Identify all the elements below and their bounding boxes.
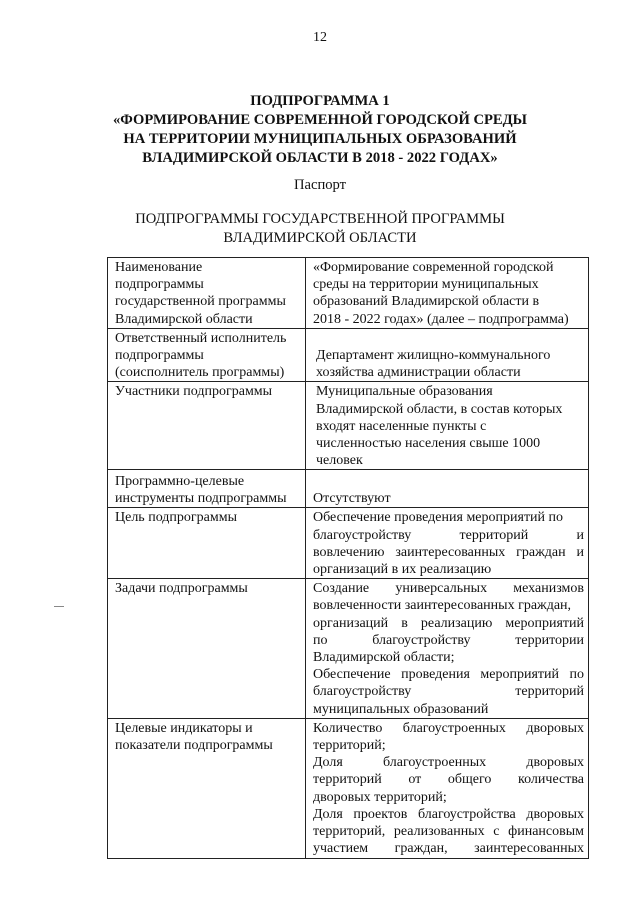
table-row <box>108 382 589 470</box>
table-row <box>108 328 589 382</box>
title-line-3: НА ТЕРРИТОРИИ МУНИЦИПАЛЬНЫХ ОБРАЗОВАНИЙ <box>123 131 517 147</box>
page-number: 12 <box>313 30 327 45</box>
title-line-4: ВЛАДИМИРСКОЙ ОБЛАСТИ В 2018 - 2022 ГОДАХ» <box>142 150 498 166</box>
value-line: Владимирской области, в состав которых <box>316 401 563 417</box>
subprogram-title <box>0 92 640 168</box>
spacer <box>316 330 584 347</box>
row-label <box>108 258 306 329</box>
value-line: муниципальных образований <box>313 701 489 717</box>
value-line: организаций в реализацию мероприятий <box>313 615 584 631</box>
table-row <box>108 258 589 329</box>
table-row <box>108 470 589 508</box>
value-line: «Формирование современной городской <box>313 260 554 275</box>
label-line: подпрограммы <box>115 348 204 364</box>
row-value <box>306 328 589 382</box>
row-label <box>108 508 306 579</box>
value-line: хозяйства администрации области <box>316 365 521 381</box>
value-line: благоустройству территорий и <box>313 527 584 543</box>
margin-mark <box>54 606 64 607</box>
label-line: подпрограммы <box>115 277 204 293</box>
table-row <box>108 508 589 579</box>
row-value <box>306 258 589 329</box>
value-line: численностью населения свыше 1000 <box>316 436 541 452</box>
value-line: Количество благоустроенных дворовых <box>313 720 584 736</box>
value-line: Муниципальные образования <box>316 384 493 400</box>
title-line-1: ПОДПРОГРАММА 1 <box>250 93 390 109</box>
value-line: Департамент жилищно-коммунального <box>316 347 551 363</box>
label-line: государственной программы <box>115 294 286 310</box>
value-line: по благоустройству территории <box>313 632 584 648</box>
table-row <box>108 718 589 858</box>
label-line: Наименование <box>115 260 203 275</box>
label-line: Задачи подпрограммы <box>115 581 248 597</box>
title-line-2: «ФОРМИРОВАНИЕ СОВРЕМЕННОЙ ГОРОДСКОЙ СРЕДЫ <box>112 112 527 128</box>
row-value <box>306 579 589 719</box>
value-line: территорий, реализованных с финансовым <box>313 824 584 840</box>
row-value <box>306 508 589 579</box>
value-line: входят населенные пункты с <box>316 418 487 434</box>
label-line: Программно-целевые <box>115 474 245 490</box>
value-line: Доля благоустроенных дворовых <box>313 755 584 771</box>
label-line: инструменты подпрограммы <box>115 491 287 507</box>
value-line: Доля проектов благоустройства дворовых <box>313 806 584 822</box>
row-value <box>306 382 589 470</box>
value-line: дворовых территорий; <box>313 789 447 805</box>
value-line: территорий от общего количества <box>313 772 584 788</box>
value-line: Обеспечение проведения мероприятий по <box>313 667 584 683</box>
passport-table <box>107 257 589 859</box>
passport-heading: Паспорт <box>293 177 347 193</box>
label-line: Целевые индикаторы и <box>115 720 253 736</box>
value-line: территорий; <box>313 738 386 754</box>
value-line: Владимирской области; <box>313 650 455 666</box>
row-label <box>108 382 306 470</box>
label-line: Участники подпрограммы <box>115 384 273 400</box>
label-line: Ответственный исполнитель <box>115 330 287 346</box>
value-line: Создание универсальных механизмов <box>313 581 584 597</box>
passport-subtitle <box>0 210 640 248</box>
value-line: вовлечению заинтересованных граждан и <box>313 544 584 560</box>
value-line: Обеспечение проведения мероприятий по <box>313 510 564 526</box>
label-line: Цель подпрограммы <box>115 510 237 526</box>
row-label <box>108 328 306 382</box>
value-line: среды на территории муниципальных <box>313 277 539 293</box>
table-row <box>108 579 589 719</box>
row-value <box>306 718 589 858</box>
row-value <box>306 470 589 508</box>
label-line: (соисполнитель программы) <box>115 365 285 381</box>
value-line: Отсутствуют <box>313 491 391 507</box>
row-label <box>108 718 306 858</box>
value-line: вовлеченности заинтересованных граждан, <box>313 598 572 614</box>
subtitle-line-2: ВЛАДИМИРСКОЙ ОБЛАСТИ <box>223 230 417 246</box>
label-line: Владимирской области <box>115 311 253 327</box>
subtitle-line-1: ПОДПРОГРАММЫ ГОСУДАРСТВЕННОЙ ПРОГРАММЫ <box>135 211 505 227</box>
value-line: человек <box>316 453 363 469</box>
value-line: организаций в их реализацию <box>313 562 492 578</box>
value-line: 2018 - 2022 годах» (далее – подпрограмма) <box>313 311 569 327</box>
value-line: образований Владимирской области в <box>313 294 540 310</box>
label-line: показатели подпрограммы <box>115 738 273 754</box>
value-line: благоустройству территорий <box>313 684 584 700</box>
row-label <box>108 579 306 719</box>
row-label <box>108 470 306 508</box>
value-line: участием граждан, заинтересованных <box>313 841 584 857</box>
